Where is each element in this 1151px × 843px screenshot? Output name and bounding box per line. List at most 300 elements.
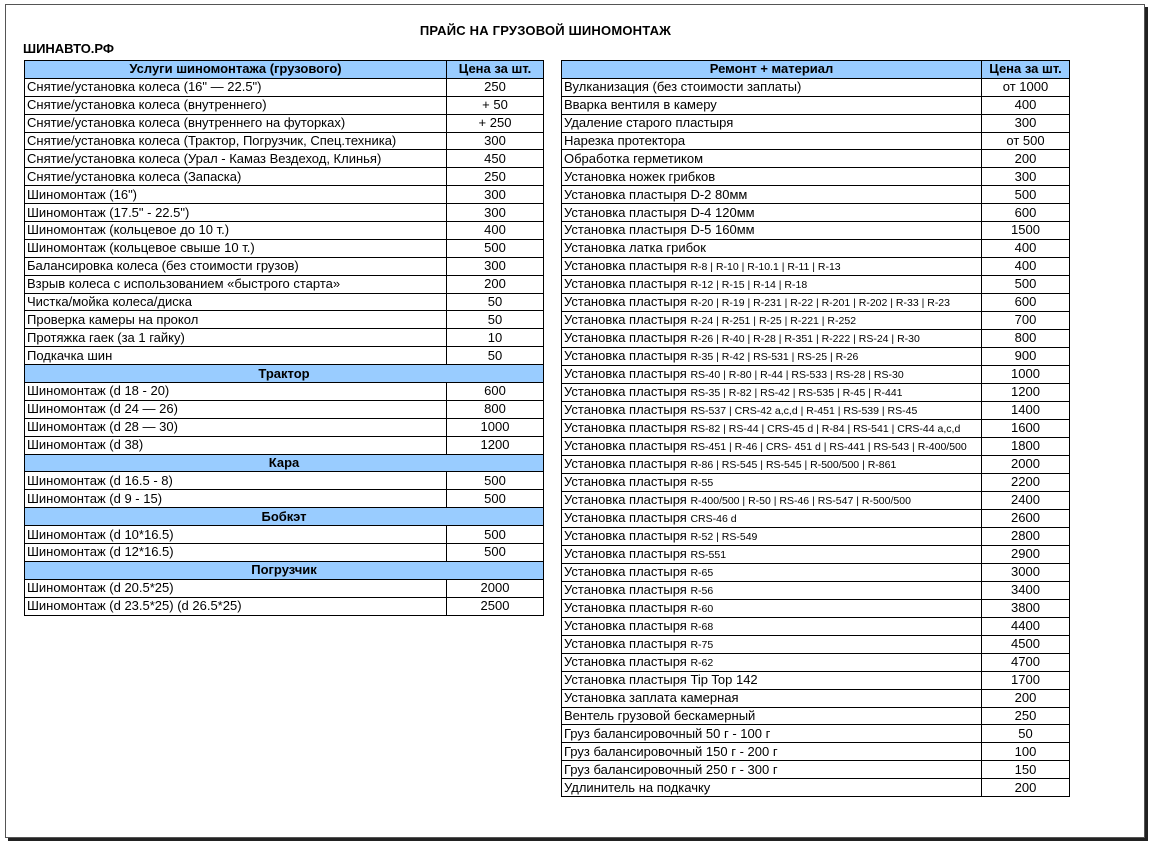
table-row: [562, 168, 1070, 186]
table-row: [562, 222, 1070, 240]
patch-sizes: RS-451 | R-46 | CRS- 451 d | RS-441 | RS-543 | R-400/500: [690, 440, 967, 453]
table-row: [25, 114, 544, 132]
service-cell: [25, 293, 447, 311]
table-row: [562, 617, 1070, 635]
table-row: [562, 581, 1070, 599]
service-name: Установка пластыря: [564, 653, 687, 669]
patch-sizes: R-68: [690, 620, 714, 633]
price-cell: 800: [447, 400, 544, 418]
price-cell: 500: [982, 275, 1070, 293]
service-cell: [562, 743, 982, 761]
patch-sizes: R-55: [690, 476, 714, 489]
table-row: [562, 473, 1070, 491]
table-row: [25, 597, 544, 615]
table-row: [562, 365, 1070, 383]
service-cell: [25, 222, 447, 240]
table-row: [25, 436, 544, 454]
table-row: [25, 579, 544, 597]
service-name: Взрыв колеса с использованием «быстрого старта»: [27, 276, 341, 292]
price-cell: 900: [982, 347, 1070, 365]
table-row: [25, 293, 544, 311]
price-cell: 300: [447, 204, 544, 222]
patch-sizes: RS-82 | RS-44 | CRS-45 d | R-84 | RS-541 | CRS-44 a,c,d: [690, 422, 961, 435]
service-name: Груз балансировочный 50 г - 100 г: [564, 725, 771, 741]
service-name: Вулканизация (без стоимости заплаты): [564, 79, 802, 95]
repair-header-name: Ремонт + материал: [562, 61, 982, 79]
table-row: [25, 96, 544, 114]
price-cell: 4700: [982, 653, 1070, 671]
table-row: [562, 114, 1070, 132]
service-name: Установка пластыря: [564, 419, 687, 435]
service-cell: [562, 365, 982, 383]
price-cell: 1800: [982, 437, 1070, 455]
table-row: [562, 419, 1070, 437]
table-row: [562, 329, 1070, 347]
price-cell: 300: [982, 168, 1070, 186]
service-name: Обработка герметиком: [564, 150, 704, 166]
price-cell: 4500: [982, 635, 1070, 653]
section-header-row: [25, 365, 544, 383]
service-name: Груз балансировочный 150 г - 200 г: [564, 743, 778, 759]
service-cell: [562, 401, 982, 419]
service-cell: [562, 635, 982, 653]
service-cell: [562, 437, 982, 455]
price-cell: 1200: [982, 383, 1070, 401]
service-name: Шиномонтаж (d 38): [27, 437, 144, 453]
service-name: Удаление старого пластыря: [564, 115, 734, 131]
table-row: [562, 383, 1070, 401]
patch-sizes: RS-551: [690, 548, 727, 561]
service-name: Установка пластыря: [564, 545, 687, 561]
price-cell: 500: [447, 544, 544, 562]
section-header-row: [25, 561, 544, 579]
service-name: Установка латка грибок: [564, 240, 706, 256]
table-row: [562, 204, 1070, 222]
service-name: Установка пластыря: [564, 311, 687, 327]
service-cell: [562, 689, 982, 707]
patch-sizes: R-52 | RS-549: [690, 530, 758, 543]
price-cell: 50: [447, 347, 544, 365]
price-cell: 2000: [447, 579, 544, 597]
price-cell: 400: [982, 257, 1070, 275]
service-cell: [25, 544, 447, 562]
table-row: [25, 400, 544, 418]
price-cell: 800: [982, 329, 1070, 347]
table-row: [562, 132, 1070, 150]
service-name: Подкачка шин: [27, 347, 113, 363]
service-cell: [562, 78, 982, 96]
section-title: Погрузчик: [25, 561, 544, 579]
service-name: Установка пластыря: [564, 581, 687, 597]
price-cell: 2900: [982, 545, 1070, 563]
price-cell: 200: [982, 779, 1070, 797]
service-name: Шиномонтаж (кольцевое свыше 10 т.): [27, 240, 255, 256]
service-cell: [25, 526, 447, 544]
service-cell: [562, 132, 982, 150]
service-name: Шиномонтаж (16"): [27, 186, 138, 202]
service-name: Установка пластыря: [564, 455, 687, 471]
service-name: Установка пластыря: [564, 491, 687, 507]
service-name: Шиномонтаж (d 16.5 - 8): [27, 472, 173, 488]
table-row: [562, 743, 1070, 761]
service-cell: [562, 383, 982, 401]
service-cell: [25, 257, 447, 275]
service-cell: [562, 563, 982, 581]
service-name: Шиномонтаж (17.5" - 22.5"): [27, 204, 190, 220]
patch-sizes: R-62: [690, 656, 714, 669]
patch-sizes: R-56: [690, 584, 714, 597]
table-row: [25, 472, 544, 490]
service-cell: [25, 275, 447, 293]
service-cell: [562, 455, 982, 473]
service-name: Шиномонтаж (d 18 - 20): [27, 383, 170, 399]
table-row: [25, 383, 544, 401]
service-name: Снятие/установка колеса (внутреннего на футорках): [27, 115, 346, 131]
table-row: [25, 239, 544, 257]
service-name: Шиномонтаж (d 24 — 26): [27, 401, 178, 417]
table-row: [562, 563, 1070, 581]
service-cell: [562, 239, 982, 257]
price-cell: 250: [447, 78, 544, 96]
service-name: Снятие/установка колеса (Запаска): [27, 168, 242, 184]
table-row: [25, 526, 544, 544]
service-name: Установка пластыря: [564, 437, 687, 453]
price-cell: 200: [447, 275, 544, 293]
table-row: [562, 545, 1070, 563]
price-cell: 2000: [982, 455, 1070, 473]
price-cell: 250: [447, 168, 544, 186]
service-cell: [25, 96, 447, 114]
price-cell: 150: [982, 761, 1070, 779]
table-row: [562, 671, 1070, 689]
table-row: [562, 401, 1070, 419]
price-cell: 50: [447, 311, 544, 329]
service-name: Вентель грузовой бескамерный: [564, 708, 756, 724]
service-name: Установка пластыря: [564, 635, 687, 651]
table-row: [562, 779, 1070, 797]
service-cell: [25, 168, 447, 186]
service-name: Установка пластыря: [564, 257, 687, 273]
service-name: Установка пластыря: [564, 275, 687, 291]
section-title: Бобкэт: [25, 508, 544, 526]
service-cell: [25, 239, 447, 257]
site-name: ШИНАВТО.РФ: [23, 41, 115, 56]
service-cell: [562, 222, 982, 240]
table-row: [25, 311, 544, 329]
table-row: [25, 168, 544, 186]
price-cell: от 500: [982, 132, 1070, 150]
table-row: [562, 455, 1070, 473]
repair-header-row: [562, 61, 1070, 79]
service-name: Установка ножек грибков: [564, 168, 716, 184]
price-cell: 200: [982, 689, 1070, 707]
service-cell: [25, 490, 447, 508]
service-cell: [25, 311, 447, 329]
service-name: Установка пластыря D-5 160мм: [564, 222, 755, 238]
service-cell: [25, 472, 447, 490]
table-row: [562, 635, 1070, 653]
table-row: [25, 418, 544, 436]
price-cell: 600: [982, 293, 1070, 311]
table-row: [25, 222, 544, 240]
price-cell: 2400: [982, 491, 1070, 509]
table-row: [562, 527, 1070, 545]
table-row: [562, 311, 1070, 329]
service-cell: [562, 347, 982, 365]
price-cell: 50: [447, 293, 544, 311]
price-cell: 2500: [447, 597, 544, 615]
price-cell: 600: [447, 383, 544, 401]
services-header-row: [25, 61, 544, 79]
service-cell: [25, 204, 447, 222]
service-cell: [562, 257, 982, 275]
table-row: [25, 275, 544, 293]
service-name: Шиномонтаж (d 20.5*25): [27, 580, 174, 596]
patch-sizes: RS-40 | R-80 | R-44 | RS-533 | RS-28 | RS-30: [690, 368, 904, 381]
table-row: [562, 707, 1070, 725]
service-cell: [25, 579, 447, 597]
patch-sizes: R-24 | R-251 | R-25 | R-221 | R-252: [690, 314, 857, 327]
service-name: Снятие/установка колеса (Урал - Камаз Вездеход, Клинья): [27, 150, 382, 166]
service-name: Удлинитель на подкачку: [564, 779, 711, 795]
price-cell: 300: [447, 186, 544, 204]
table-row: [562, 347, 1070, 365]
table-row: [25, 544, 544, 562]
service-name: Протяжка гаек (за 1 гайку): [27, 329, 185, 345]
service-cell: [25, 78, 447, 96]
service-cell: [25, 418, 447, 436]
service-cell: [562, 581, 982, 599]
table-row: [562, 186, 1070, 204]
table-row: [562, 725, 1070, 743]
service-name: Установка пластыря: [564, 401, 687, 417]
service-cell: [25, 436, 447, 454]
service-cell: [25, 329, 447, 347]
price-cell: 500: [982, 186, 1070, 204]
price-cell: 500: [447, 472, 544, 490]
table-row: [25, 347, 544, 365]
page-title: ПРАЙС НА ГРУЗОВОЙ ШИНОМОНТАЖ: [419, 23, 672, 38]
service-cell: [562, 204, 982, 222]
service-cell: [25, 597, 447, 615]
patch-sizes: R-12 | R-15 | R-14 | R-18: [690, 278, 808, 291]
price-cell: 2200: [982, 473, 1070, 491]
price-cell: 2800: [982, 527, 1070, 545]
service-cell: [562, 473, 982, 491]
service-name: Шиномонтаж (d 10*16.5): [27, 526, 174, 542]
price-cell: + 250: [447, 114, 544, 132]
price-cell: 1000: [447, 418, 544, 436]
service-name: Груз балансировочный 250 г - 300 г: [564, 761, 778, 777]
patch-sizes: R-20 | R-19 | R-231 | R-22 | R-201 | R-202 | R-33 | R-23: [690, 296, 950, 309]
price-cell: 3400: [982, 581, 1070, 599]
price-cell: 500: [447, 490, 544, 508]
patch-sizes: R-400/500 | R-50 | RS-46 | RS-547 | R-500/500: [690, 494, 911, 507]
section-title: Кара: [25, 454, 544, 472]
service-name: Шиномонтаж (d 12*16.5): [27, 544, 174, 560]
price-cell: 300: [447, 257, 544, 275]
service-name: Установка пластыря: [564, 599, 687, 615]
table-row: [562, 761, 1070, 779]
section-header-row: [25, 508, 544, 526]
price-cell: 500: [447, 526, 544, 544]
service-cell: [562, 168, 982, 186]
table-row: [562, 78, 1070, 96]
table-row: [25, 329, 544, 347]
patch-sizes: R-75: [690, 638, 714, 651]
table-row: [562, 96, 1070, 114]
service-name: Шиномонтаж (кольцевое до 10 т.): [27, 222, 230, 238]
services-table: [24, 60, 544, 616]
table-row: [562, 509, 1070, 527]
price-cell: 2600: [982, 509, 1070, 527]
patch-sizes: R-60: [690, 602, 714, 615]
service-cell: [25, 150, 447, 168]
service-cell: [562, 527, 982, 545]
table-row: [25, 150, 544, 168]
patch-sizes: R-8 | R-10 | R-10.1 | R-11 | R-13: [690, 260, 841, 273]
price-cell: 1600: [982, 419, 1070, 437]
patch-sizes: R-65: [690, 566, 714, 579]
patch-sizes: R-26 | R-40 | R-28 | R-351 | R-222 | RS-24 | R-30: [690, 332, 920, 345]
service-cell: [25, 132, 447, 150]
service-name: Установка заплата камерная: [564, 690, 739, 706]
service-name: Установка пластыря: [564, 617, 687, 633]
services-header-name: Услуги шиномонтажа (грузового): [25, 61, 447, 79]
service-cell: [25, 186, 447, 204]
service-cell: [562, 653, 982, 671]
table-row: [562, 275, 1070, 293]
patch-sizes: RS-537 | CRS-42 a,c,d | R-451 | RS-539 | RS-45: [690, 404, 918, 417]
service-cell: [562, 491, 982, 509]
service-cell: [25, 114, 447, 132]
service-name: Снятие/установка колеса (внутреннего): [27, 97, 267, 113]
table-row: [25, 204, 544, 222]
table-row: [562, 599, 1070, 617]
service-cell: [562, 419, 982, 437]
service-name: Установка пластыря: [564, 329, 687, 345]
service-name: Установка пластыря Tip Top 142: [564, 672, 758, 688]
service-cell: [562, 545, 982, 563]
service-name: Установка пластыря: [564, 527, 687, 543]
table-row: [25, 490, 544, 508]
repair-table: [561, 60, 1070, 797]
price-cell: 4400: [982, 617, 1070, 635]
price-cell: 50: [982, 725, 1070, 743]
service-cell: [562, 311, 982, 329]
table-row: [562, 293, 1070, 311]
service-cell: [25, 400, 447, 418]
service-cell: [562, 671, 982, 689]
service-name: Снятие/установка колеса (Трактор, Погрузчик, Спец.техника): [27, 133, 397, 148]
price-cell: 1200: [447, 436, 544, 454]
price-cell: 1500: [982, 222, 1070, 240]
price-cell: + 50: [447, 96, 544, 114]
patch-sizes: R-35 | R-42 | RS-531 | RS-25 | R-26: [690, 350, 859, 363]
price-cell: 400: [982, 96, 1070, 114]
services-header-price: Цена за шт.: [447, 61, 544, 79]
service-name: Нарезка протектора: [564, 133, 686, 148]
price-cell: 400: [982, 239, 1070, 257]
service-cell: [562, 96, 982, 114]
service-name: Вварка вентиля в камеру: [564, 97, 717, 113]
service-cell: [562, 779, 982, 797]
service-cell: [562, 293, 982, 311]
price-cell: от 1000: [982, 78, 1070, 96]
service-name: Балансировка колеса (без стоимости грузов): [27, 258, 299, 274]
service-cell: [562, 329, 982, 347]
service-name: Шиномонтаж (d 28 — 30): [27, 419, 178, 435]
table-row: [562, 491, 1070, 509]
service-name: Шиномонтаж (d 23.5*25) (d 26.5*25): [27, 598, 242, 614]
service-name: Установка пластыря D-4 120мм: [564, 204, 755, 220]
price-cell: 300: [982, 114, 1070, 132]
price-cell: 10: [447, 329, 544, 347]
service-name: Установка пластыря: [564, 563, 687, 579]
service-name: Шиномонтаж (d 9 - 15): [27, 490, 163, 506]
service-name: Снятие/установка колеса (16" — 22.5"): [27, 79, 262, 95]
price-cell: 3000: [982, 563, 1070, 581]
price-cell: 250: [982, 707, 1070, 725]
price-cell: 450: [447, 150, 544, 168]
service-cell: [562, 617, 982, 635]
patch-sizes: CRS-46 d: [690, 512, 737, 525]
table-row: [25, 186, 544, 204]
service-cell: [562, 150, 982, 168]
service-name: Проверка камеры на прокол: [27, 311, 199, 327]
table-row: [562, 257, 1070, 275]
service-cell: [25, 383, 447, 401]
service-name: Установка пластыря: [564, 509, 687, 525]
patch-sizes: RS-35 | R-82 | RS-42 | RS-535 | R-45 | R-441: [690, 386, 903, 399]
service-cell: [562, 707, 982, 725]
table-row: [562, 689, 1070, 707]
service-cell: [562, 114, 982, 132]
section-title: Трактор: [25, 365, 544, 383]
table-row: [25, 257, 544, 275]
service-cell: [562, 186, 982, 204]
price-cell: 1400: [982, 401, 1070, 419]
service-cell: [562, 761, 982, 779]
price-cell: 600: [982, 204, 1070, 222]
service-cell: [562, 509, 982, 527]
service-cell: [562, 599, 982, 617]
table-row: [562, 653, 1070, 671]
service-name: Установка пластыря: [564, 293, 687, 309]
price-cell: 3800: [982, 599, 1070, 617]
table-row: [562, 150, 1070, 168]
patch-sizes: R-86 | RS-545 | RS-545 | R-500/500 | R-861: [690, 458, 897, 471]
table-row: [25, 78, 544, 96]
table-row: [25, 132, 544, 150]
price-cell: 1000: [982, 365, 1070, 383]
section-header-row: [25, 454, 544, 472]
table-row: [562, 437, 1070, 455]
price-cell: 1700: [982, 671, 1070, 689]
service-cell: [562, 275, 982, 293]
service-name: Установка пластыря: [564, 473, 687, 489]
repair-header-price: Цена за шт.: [982, 61, 1070, 79]
price-cell: 200: [982, 150, 1070, 168]
service-name: Установка пластыря: [564, 383, 687, 399]
service-cell: [25, 347, 447, 365]
price-cell: 500: [447, 239, 544, 257]
service-cell: [562, 725, 982, 743]
price-cell: 400: [447, 222, 544, 240]
service-name: Установка пластыря: [564, 347, 687, 363]
service-name: Чистка/мойка колеса/диска: [27, 294, 192, 310]
price-cell: 100: [982, 743, 1070, 761]
